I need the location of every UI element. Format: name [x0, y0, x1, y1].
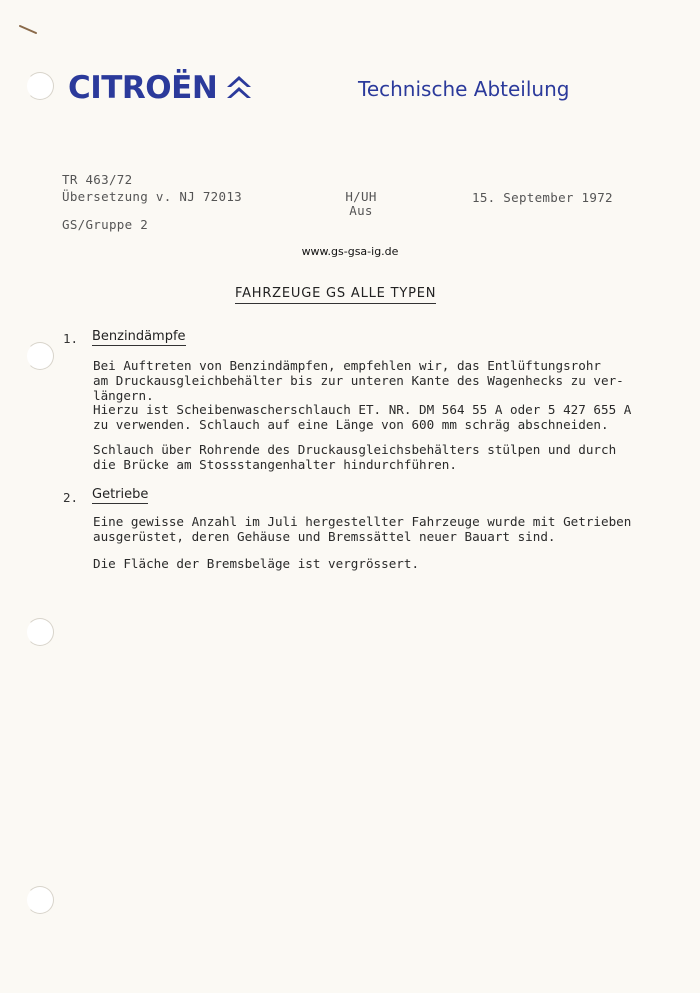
issued-label: Aus — [349, 203, 373, 218]
section-heading: Benzindämpfe — [92, 329, 186, 344]
punch-hole — [26, 342, 54, 370]
punch-hole — [26, 886, 54, 914]
department-name: Technische Abteilung — [358, 77, 570, 101]
section-number: 1. — [63, 331, 79, 346]
document-title: FAHRZEUGE GS ALLE TYPEN — [235, 286, 436, 304]
brand-logo-text: CITROËN — [68, 70, 218, 106]
punch-hole — [26, 618, 54, 646]
punch-hole — [26, 72, 54, 100]
document-date: 15. September 1972 — [472, 190, 613, 205]
translation-reference: Übersetzung v. NJ 72013 — [62, 189, 242, 204]
author-initials: H/UH — [345, 189, 377, 204]
website-url: www.gs-gsa-ig.de — [301, 245, 399, 258]
reference-number: TR 463/72 — [62, 172, 133, 187]
double-chevron-logo-icon — [224, 72, 254, 100]
section-paragraph: Schlauch über Rohrende des Druckausgleichsbehälters stülpen und durch die Brücke am Stossstangenhalter hindurchführen. — [93, 442, 617, 472]
section-paragraph: Bei Auftreten von Benzindämpfen, empfehlen wir, das Entlüftungsrohr am Druckausgleichbehälter bis zur unteren Kante des Wagenhecks zu ver- längern. Hierzu ist Scheibenwascherschlauch ET. NR. DM 564 55 A oder 5 427 655 A zu verwenden. Schlauch auf eine Länge von 600 mm schräg abschneiden. — [93, 358, 632, 433]
section-paragraph: Die Fläche der Bremsbeläge ist vergrössert. — [93, 556, 420, 571]
corner-pen-mark — [18, 24, 40, 36]
section-heading: Getriebe — [92, 487, 149, 502]
group-reference: GS/Gruppe 2 — [62, 217, 149, 232]
section-paragraph: Eine gewisse Anzahl im Juli hergestellter Fahrzeuge wurde mit Getrieben ausgerüstet, deren Gehäuse und Bremssättel neuer Bauart sind. — [93, 514, 632, 544]
section-number: 2. — [63, 490, 79, 505]
